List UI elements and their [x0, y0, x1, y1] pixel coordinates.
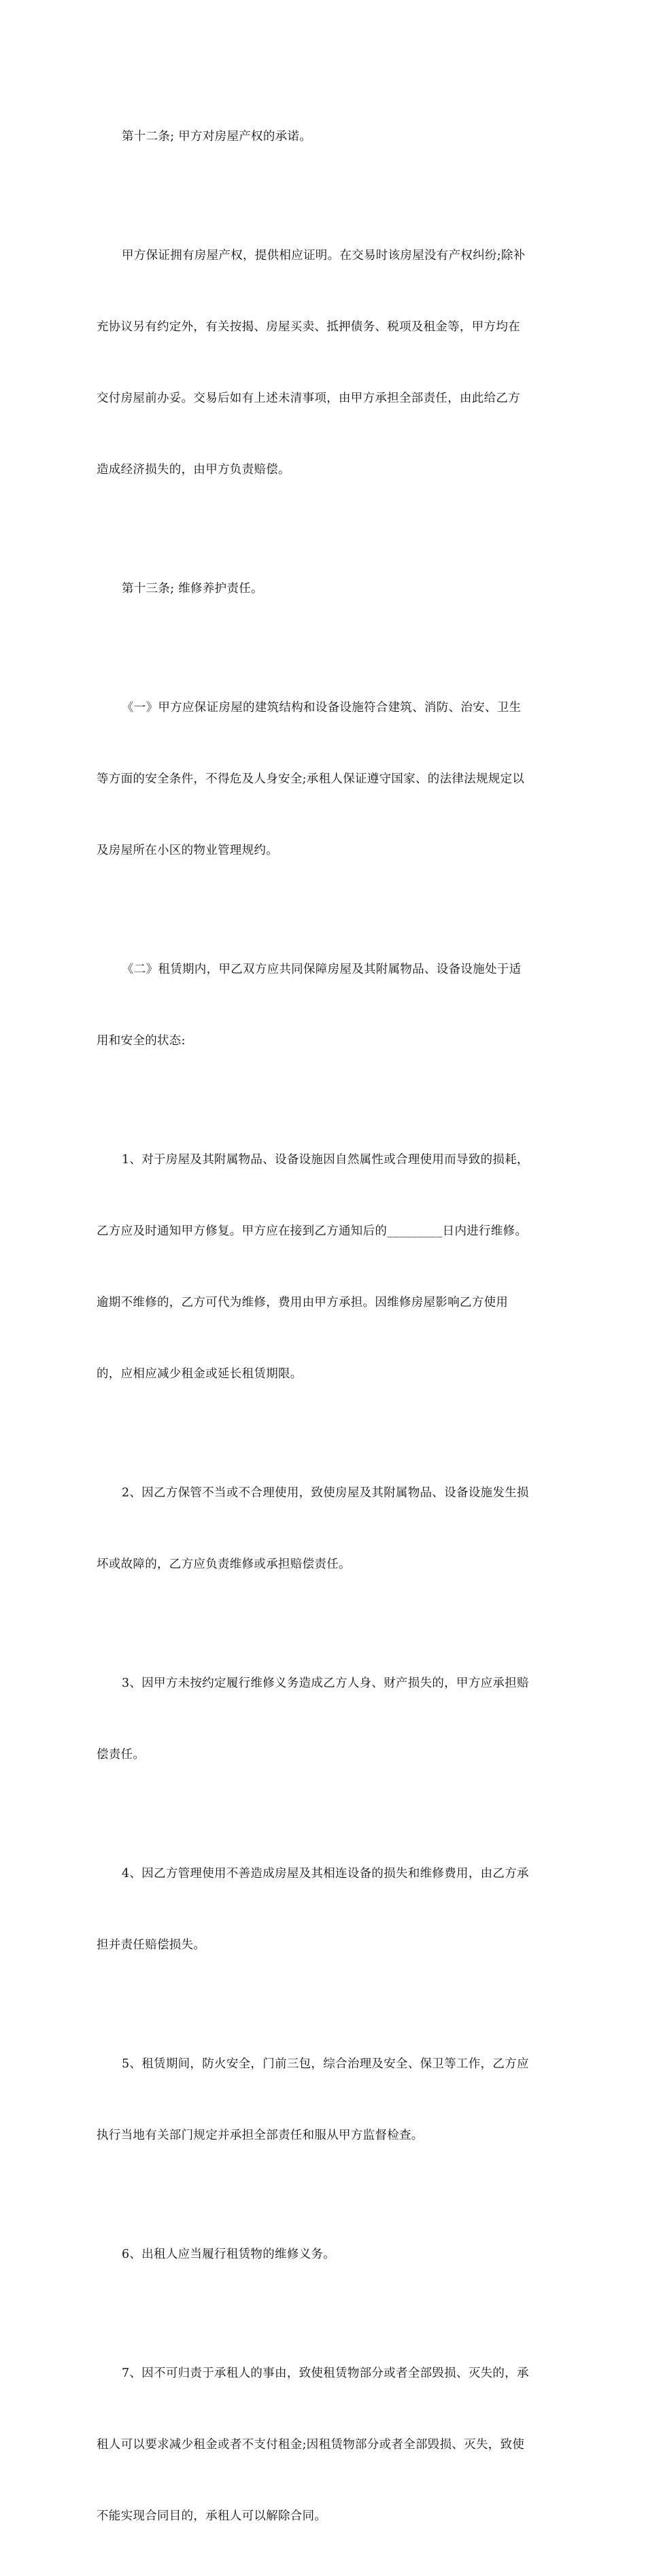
paragraph-line: 等方面的安全条件，不得危及人身安全;承租人保证遵守国家、的法律法规规定以 [97, 772, 525, 786]
paragraph-line: 2、因乙方保管不当或不合理使用，致使房屋及其附属物品、设备设施发生损 [122, 1486, 529, 1500]
paragraph-line: 造成经济损失的，由甲方负责赔偿。 [97, 463, 290, 477]
paragraph-line: 坏或故障的，乙方应负责维修或承担赔偿责任。 [97, 1558, 351, 1571]
paragraph-line: 6、出租人应当履行租赁物的维修义务。 [122, 2248, 336, 2261]
paragraph-line: 5、租赁期间，防火安全，门前三包，综合治理及安全、保卫等工作，乙方应 [122, 2057, 529, 2071]
paragraph-line: 1、对于房屋及其附属物品、设备设施因自然属性或合理使用而导致的损耗， [122, 1153, 529, 1167]
paragraph-line: 7、因不可归责于承租人的事由，致使租赁物部分或者全部毁损、灭失的，承 [122, 2367, 529, 2380]
paragraph-line: 第十二条; 甲方对房屋产权的承诺。 [122, 130, 312, 143]
paragraph-line: 甲方保证拥有房屋产权，提供相应证明。在交易时该房屋没有产权纠纷;除补 [122, 249, 526, 262]
paragraph-line: 逾期不维修的，乙方可代为维修，费用由甲方承担。因维修房屋影响乙方使用 [97, 1296, 509, 1309]
item-5 [97, 2005, 551, 2195]
item-4 [97, 1815, 551, 2005]
item-6 [97, 2195, 551, 2314]
paragraph-line: 交付房屋前办妥。交易后如有上述未清事项，由甲方承担全部责任，由此给乙方 [97, 392, 520, 405]
paragraph-line: 偿责任。 [97, 1748, 146, 1762]
clause-2 [97, 910, 551, 1101]
item-1 [97, 1101, 551, 1434]
paragraph-line: 担并责任赔偿损失。 [97, 1938, 206, 1952]
paragraph-line: 及房屋所在小区的物业管理规约。 [97, 844, 278, 857]
paragraph-line: 的，应相应减少租金或延长租赁期限。 [97, 1367, 303, 1381]
clause-1 [97, 649, 551, 910]
article-13-heading [97, 530, 551, 649]
paragraph-line: 用和安全的状态: [97, 1034, 186, 1048]
paragraph-line: 执行当地有关部门规定并承担全部责任和服从甲方监督检查。 [97, 2129, 424, 2142]
item-2 [97, 1434, 551, 1624]
paragraph-line: 不能实现合同目的，承租人可以解除合同。 [97, 2509, 327, 2523]
article-12-body [97, 196, 551, 530]
item-7 [97, 2314, 551, 2576]
item-3 [97, 1624, 551, 1815]
paragraph-line: 3、因甲方未按约定履行维修义务造成乙方人身、财产损失的，甲方应承担赔 [122, 1677, 529, 1690]
paragraph-line: 《一》甲方应保证房屋的建筑结构和设备设施符合建筑、消防、治安、卫生 [122, 701, 522, 715]
paragraph-line: 乙方应及时通知甲方修复。甲方应在接到乙方通知后的_________日内进行维修。 [97, 1224, 528, 1238]
paragraph-line: 第十三条; 维修养护责任。 [122, 582, 263, 596]
paragraph-line: 4、因乙方管理使用不善造成房屋及其相连设备的损失和维修费用，由乙方承 [122, 1867, 529, 1881]
document-page [97, 78, 551, 2576]
paragraph-line: 《二》租赁期内，甲乙双方应共同保障房屋及其附属物品、设备设施处于适 [122, 963, 522, 976]
paragraph-line: 租人可以要求减少租金或者不支付租金;因租赁物部分或者全部毁损、灭失，致使 [97, 2438, 525, 2452]
article-12-heading [97, 78, 551, 196]
paragraph-line: 充协议另有约定外，有关按揭、房屋买卖、抵押债务、税项及租金等，甲方均在 [97, 320, 520, 334]
